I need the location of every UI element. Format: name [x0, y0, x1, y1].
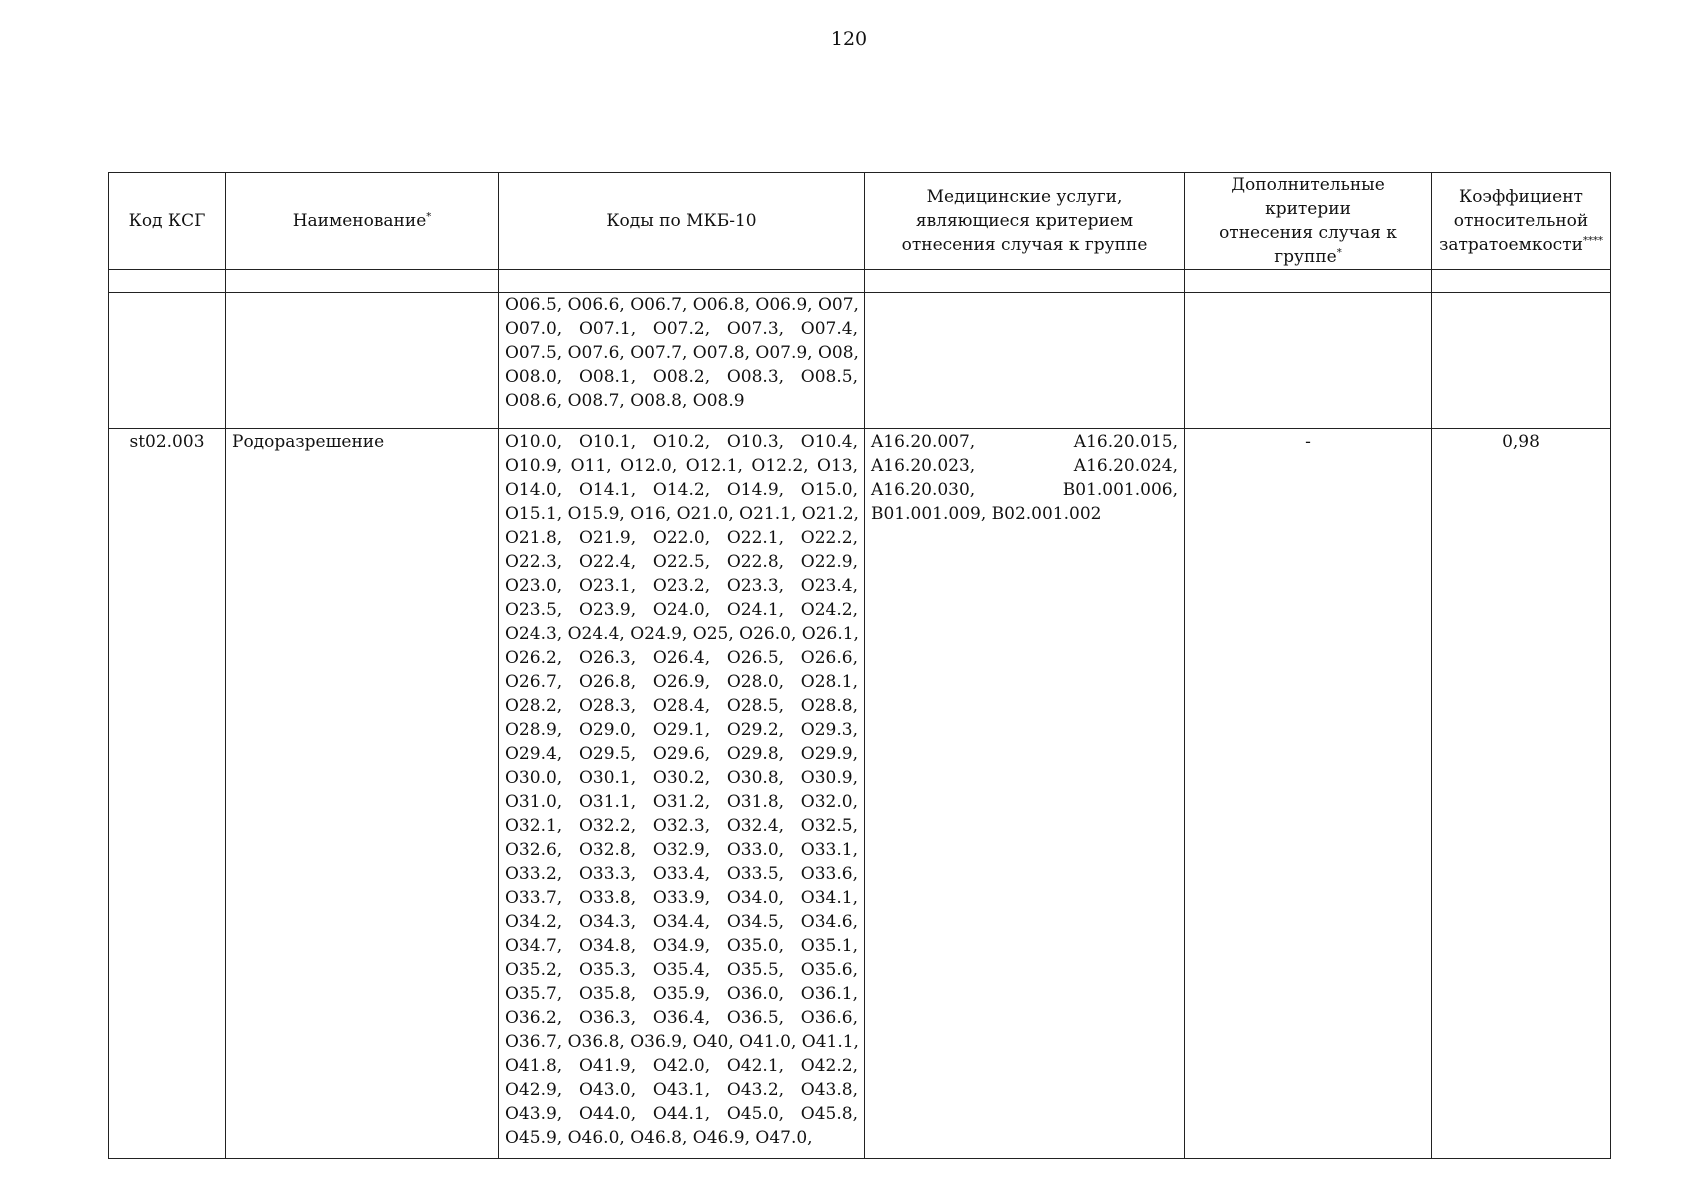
mkb-code-line: O33.7, O33.8, O33.9, O34.0, O34.1, — [505, 888, 858, 908]
service-code-line: A16.20.007, A16.20.015, — [871, 432, 1178, 452]
table-row — [109, 429, 1611, 1159]
footnote-mark: **** — [1582, 235, 1603, 247]
mkb-code-line: O28.9, O29.0, O29.1, O29.2, O29.3, — [505, 720, 858, 740]
cell-mkb-codes — [499, 293, 865, 429]
mkb-code-line: O07.5, O07.6, O07.7, O07.8, O07.9, O08, — [505, 343, 859, 363]
mkb-code-line: O23.0, O23.1, O23.2, O23.3, O23.4, — [505, 576, 858, 596]
table-header-row — [109, 173, 1611, 270]
mkb-code-line: O06.5, O06.6, O06.7, O06.8, O06.9, O07, — [505, 295, 859, 315]
cell-coefficient — [1432, 293, 1611, 429]
cell-name: Родоразрешение — [226, 429, 499, 1159]
table-spacer-row — [109, 270, 1611, 293]
mkb-code-line: O32.6, O32.8, O32.9, O33.0, O33.1, — [505, 840, 858, 860]
mkb-code-line: O34.2, O34.3, O34.4, O34.5, O34.6, — [505, 912, 858, 932]
service-code-line: A16.20.023, A16.20.024, — [871, 456, 1178, 476]
cell-medical-services — [865, 293, 1185, 429]
mkb-code-line: O35.7, O35.8, O35.9, O36.0, O36.1, — [505, 984, 858, 1004]
cell-additional-criteria — [1185, 293, 1432, 429]
service-code-line: A16.20.030, B01.001.006, — [871, 480, 1178, 500]
ksg-table — [108, 172, 1611, 1159]
mkb-code-line: O22.3, O22.4, O22.5, O22.8, O22.9, — [505, 552, 858, 572]
footnote-mark: * — [1336, 247, 1342, 259]
mkb-code-line: O08.0, O08.1, O08.2, O08.3, O08.5, — [505, 367, 858, 387]
mkb-code-line: O36.2, O36.3, O36.4, O36.5, O36.6, — [505, 1008, 858, 1028]
mkb-code-line: O08.6, O08.7, O08.8, O08.9 — [505, 391, 745, 411]
mkb-code-line: O29.4, O29.5, O29.6, O29.8, O29.9, — [505, 744, 858, 764]
header-name: Наименование* — [226, 173, 499, 270]
mkb-code-line: O23.5, O23.9, O24.0, O24.1, O24.2, — [505, 600, 858, 620]
mkb-code-line: O32.1, O32.2, O32.3, O32.4, O32.5, — [505, 816, 858, 836]
cell-mkb-codes — [499, 429, 865, 1159]
header-coefficient: Коэффициент относительной затратоемкости**** — [1432, 173, 1611, 270]
cell-code — [109, 293, 226, 429]
cell-name — [226, 293, 499, 429]
footnote-mark: * — [426, 211, 432, 223]
header-additional-criteria: Дополнительные критерии отнесения случая к группе* — [1185, 173, 1432, 270]
mkb-code-line: O26.2, O26.3, O26.4, O26.5, O26.6, — [505, 648, 858, 668]
mkb-code-line: O14.0, O14.1, O14.2, O14.9, O15.0, — [505, 480, 858, 500]
mkb-code-line: O42.9, O43.0, O43.1, O43.2, O43.8, — [505, 1080, 858, 1100]
mkb-code-line: O15.1, O15.9, O16, O21.0, O21.1, O21.2, — [505, 504, 859, 524]
mkb-code-line: O36.7, O36.8, O36.9, O40, O41.0, O41.1, — [505, 1032, 859, 1052]
mkb-code-line: O26.7, O26.8, O26.9, O28.0, O28.1, — [505, 672, 858, 692]
header-code: Код КСГ — [109, 173, 226, 270]
header-mkb-codes: Коды по МКБ-10 — [499, 173, 865, 270]
mkb-code-line: O33.2, O33.3, O33.4, O33.5, O33.6, — [505, 864, 858, 884]
page-number: 120 — [830, 28, 868, 50]
mkb-code-line: O10.9, O11, O12.0, O12.1, O12.2, O13, — [505, 456, 858, 476]
mkb-code-line: O30.0, O30.1, O30.2, O30.8, O30.9, — [505, 768, 858, 788]
mkb-code-line: O43.9, O44.0, O44.1, O45.0, O45.8, — [505, 1104, 858, 1124]
mkb-code-line: O24.3, O24.4, O24.9, O25, O26.0, O26.1, — [505, 624, 859, 644]
mkb-code-line: O45.9, O46.0, O46.8, O46.9, O47.0, — [505, 1128, 813, 1148]
mkb-code-line: O31.0, O31.1, O31.2, O31.8, O32.0, — [505, 792, 858, 812]
header-medical-services: Медицинские услуги, являющиеся критерием отнесения случая к группе — [865, 173, 1185, 270]
mkb-code-line: O10.0, O10.1, O10.2, O10.3, O10.4, — [505, 432, 858, 452]
mkb-code-line: O21.8, O21.9, O22.0, O22.1, O22.2, — [505, 528, 858, 548]
table-row — [109, 293, 1611, 429]
mkb-code-line: O41.8, O41.9, O42.0, O42.1, O42.2, — [505, 1056, 858, 1076]
mkb-code-line: O34.7, O34.8, O34.9, O35.0, O35.1, — [505, 936, 858, 956]
cell-medical-services — [865, 429, 1185, 1159]
cell-code: st02.003 — [109, 429, 226, 1159]
service-code-line: B01.001.009, B02.001.002 — [871, 504, 1102, 524]
cell-additional-criteria: - — [1185, 429, 1432, 1159]
mkb-code-line: O35.2, O35.3, O35.4, O35.5, O35.6, — [505, 960, 858, 980]
mkb-code-line: O28.2, O28.3, O28.4, O28.5, O28.8, — [505, 696, 858, 716]
cell-coefficient: 0,98 — [1432, 429, 1611, 1159]
mkb-code-line: O07.0, O07.1, O07.2, O07.3, O07.4, — [505, 319, 858, 339]
